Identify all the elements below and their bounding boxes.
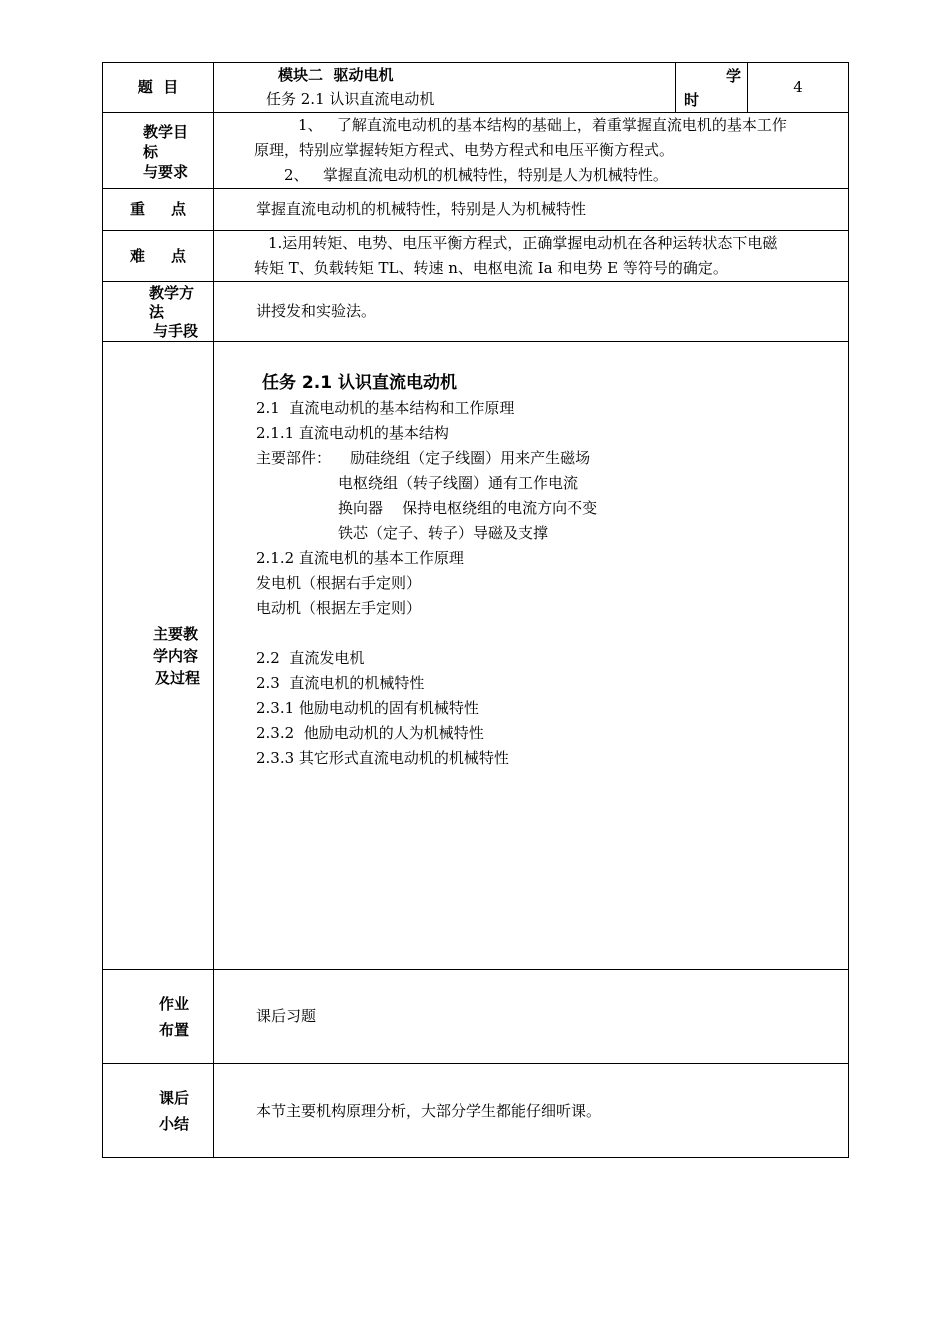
content-label [103, 342, 214, 970]
content-line: 2.1.1 直流电动机的基本结构 [256, 424, 449, 442]
summary-label-2: 小结 [159, 1114, 190, 1133]
homework-text: 课后习题 [214, 970, 849, 1064]
content-label-1: 主要教 [153, 624, 199, 643]
hours-label-bottom: 时 [684, 90, 700, 109]
content-line: 电动机（根据左手定则） [256, 599, 422, 617]
lesson-plan-table [102, 62, 849, 1158]
method-label-3: 与手段 [153, 322, 199, 340]
summary-label [103, 1064, 214, 1158]
objectives-row [103, 113, 849, 189]
objectives-label [103, 113, 214, 189]
homework-label-1: 作业 [159, 994, 190, 1013]
method-text: 讲授发和实验法。 [214, 282, 849, 342]
homework-label-2: 布置 [159, 1020, 190, 1039]
content-line: 2.3.2 他励电动机的人为机械特性 [256, 724, 484, 742]
content-line: 电枢绕组（转子线圈）通有工作电流 [338, 474, 579, 492]
key-point-label: 重 点 [103, 189, 214, 231]
summary-text: 本节主要机构原理分析，大部分学生都能仔细听课。 [214, 1064, 849, 1158]
title-label-text: 题 目 [137, 78, 179, 96]
content-line: 2.2 直流发电机 [256, 649, 365, 667]
homework-row [103, 970, 849, 1064]
content-line: 换向器 保持电枢绕组的电流方向不变 [338, 499, 598, 517]
method-label-2: 法 [149, 303, 165, 321]
homework-label [103, 970, 214, 1064]
module-name: 模块二 驱动电机 [278, 66, 394, 84]
difficulty-label: 难 点 [103, 231, 214, 282]
objectives-label-2: 标 [143, 142, 159, 161]
method-row [103, 282, 849, 342]
difficulty-line-1: 1.运用转矩、电势、电压平衡方程式，正确掌握电动机在各种运转状态下电磁 [268, 234, 778, 252]
hours-label-top: 学 [725, 66, 741, 85]
method-label-1: 教学方 [149, 284, 195, 302]
objective-line-2: 原理，特别应掌握转矩方程式、电势方程式和电压平衡方程式。 [254, 141, 675, 159]
summary-label-1: 课后 [159, 1088, 190, 1107]
objectives-label-3: 与要求 [143, 162, 189, 181]
objectives-text [214, 113, 849, 189]
objective-line-1: 1、 了解直流电动机的基本结构的基础上，着重掌握直流电机的基本工作 [298, 116, 787, 134]
content-line: 2.1 直流电动机的基本结构和工作原理 [256, 399, 515, 417]
content-line: 发电机（根据右手定则） [256, 574, 422, 592]
content-body [214, 342, 849, 970]
difficulty-text [214, 231, 849, 282]
content-label-2: 学内容 [153, 646, 199, 665]
content-line: 主要部件： 励硅绕组（定子线圈）用来产生磁场 [256, 449, 591, 467]
content-line: 2.3.3 其它形式直流电动机的机械特性 [256, 749, 509, 767]
content-label-3: 及过程 [155, 668, 201, 687]
content-line: 2.3.1 他励电动机的固有机械特性 [256, 699, 479, 717]
objectives-label-1: 教学目 [143, 122, 189, 141]
difficulty-line-2: 转矩 T、负载转矩 TL、转速 n、电枢电流 Ia 和电势 E 等符号的确定。 [254, 259, 728, 277]
content-line: 铁芯（定子、转子）导磁及支撑 [338, 524, 549, 542]
task-name: 任务 2.1 认识直流电动机 [266, 90, 435, 108]
content-line: 2.3 直流电机的机械特性 [256, 674, 425, 692]
summary-row [103, 1064, 849, 1158]
key-point-text: 掌握直流电动机的机械特性，特别是人为机械特性 [214, 189, 849, 231]
content-heading: 任务 2.1 认识直流电动机 [262, 373, 457, 393]
key-point-row [103, 189, 849, 231]
hours-label [676, 63, 748, 113]
hours-value: 4 [748, 63, 849, 113]
content-blank-line [256, 621, 848, 646]
title-label [103, 63, 214, 113]
title-row [103, 63, 849, 113]
objective-line-3: 2、 掌握直流电动机的机械特性，特别是人为机械特性。 [284, 166, 668, 184]
difficulty-row [103, 231, 849, 282]
content-row [103, 342, 849, 970]
title-cell [214, 63, 676, 113]
content-line: 2.1.2 直流电机的基本工作原理 [256, 549, 464, 567]
method-label [103, 282, 214, 342]
